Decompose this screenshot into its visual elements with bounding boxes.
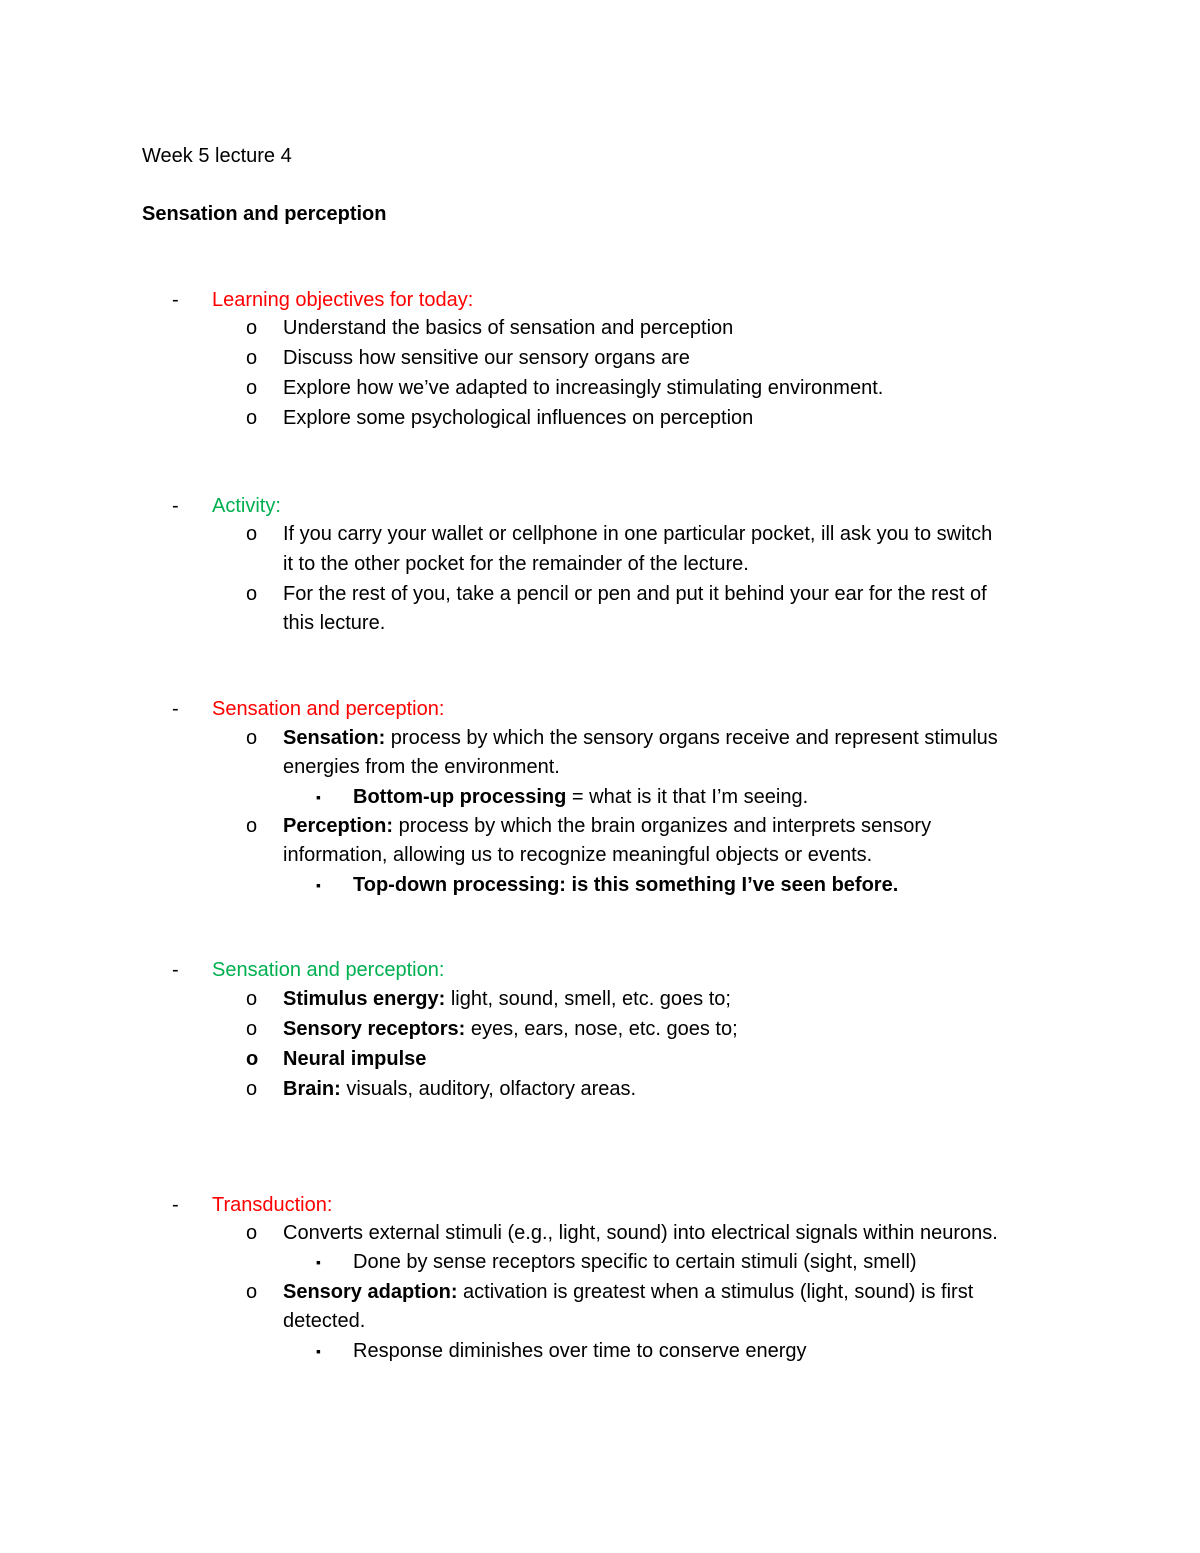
- circle-bullet: [246, 403, 257, 433]
- list-item: Understand the basics of sensation and perception: [283, 317, 734, 339]
- term-perception: Perception:: [283, 815, 394, 837]
- dash-bullet: [172, 491, 179, 521]
- section-heading-transduction: Transduction:: [212, 1194, 333, 1216]
- definition-text: process by which the brain organizes and interprets sensory: [393, 815, 932, 837]
- square-bullet: [316, 1247, 321, 1277]
- circle-bullet: [246, 343, 257, 373]
- list-item: Neural impulse: [283, 1048, 427, 1070]
- list-item: [283, 1014, 738, 1044]
- section-heading-sensation-perception: Sensation and perception:: [212, 698, 445, 720]
- circle-bullet: [246, 1014, 257, 1044]
- definition-text: activation is greatest when a stimulus (light, sound) is first: [457, 1281, 974, 1303]
- list-item-continuation: this lecture.: [283, 612, 386, 634]
- term-bottom-up: Bottom-up processing: [353, 786, 567, 808]
- sub-list-item: Top-down processing: is this something I’ve seen before.: [353, 874, 899, 896]
- section-heading-sensation-perception-2: Sensation and perception:: [212, 959, 445, 981]
- definition-text: light, sound, smell, etc. goes to;: [445, 988, 731, 1010]
- dash-bullet: [172, 694, 179, 724]
- term-sensation: Sensation:: [283, 727, 386, 749]
- section-heading-activity: Activity:: [212, 495, 281, 517]
- list-item: Explore how we’ve adapted to increasingly stimulating environment.: [283, 377, 884, 399]
- circle-bullet: [246, 723, 257, 753]
- list-item: [283, 1277, 973, 1307]
- definition-text: = what is it that I’m seeing.: [566, 786, 809, 808]
- definition-text: eyes, ears, nose, etc. goes to;: [465, 1018, 738, 1040]
- circle-bullet: [246, 811, 257, 841]
- dash-bullet: [172, 1190, 179, 1220]
- circle-bullet: [246, 1044, 258, 1074]
- list-item: Converts external stimuli (e.g., light, sound) into electrical signals within neurons.: [283, 1222, 998, 1244]
- sub-list-item: Done by sense receptors specific to certain stimuli (sight, smell): [353, 1251, 917, 1273]
- list-item: Explore some psychological influences on perception: [283, 407, 754, 429]
- dash-bullet: [172, 955, 179, 985]
- list-item-continuation: detected.: [283, 1310, 366, 1332]
- list-item: [283, 811, 931, 841]
- section-heading-learning-objectives: Learning objectives for today:: [212, 289, 474, 311]
- circle-bullet: [246, 1277, 257, 1307]
- circle-bullet: [246, 519, 257, 549]
- circle-bullet: [246, 1218, 257, 1248]
- list-item-continuation: information, allowing us to recognize meaningful objects or events.: [283, 844, 873, 866]
- term-stimulus-energy: Stimulus energy:: [283, 988, 446, 1010]
- circle-bullet: [246, 1074, 257, 1104]
- term-sensory-receptors: Sensory receptors:: [283, 1018, 466, 1040]
- document-title: Week 5 lecture 4: [142, 145, 292, 167]
- square-bullet: [316, 782, 321, 812]
- circle-bullet: [246, 579, 257, 609]
- definition-text: process by which the sensory organs receive and represent stimulus: [385, 727, 998, 749]
- sub-list-item: Response diminishes over time to conserve energy: [353, 1340, 807, 1362]
- definition-text: visuals, auditory, olfactory areas.: [340, 1078, 637, 1100]
- term-sensory-adaption: Sensory adaption:: [283, 1281, 458, 1303]
- square-bullet: [316, 870, 321, 900]
- circle-bullet: [246, 984, 257, 1014]
- list-item-continuation: it to the other pocket for the remainder of the lecture.: [283, 553, 749, 575]
- dash-bullet: [172, 285, 179, 315]
- circle-bullet: [246, 373, 257, 403]
- document-subtitle: Sensation and perception: [142, 203, 387, 225]
- list-item: [283, 723, 998, 753]
- list-item: If you carry your wallet or cellphone in one particular pocket, ill ask you to switch: [283, 523, 993, 545]
- circle-bullet: [246, 313, 257, 343]
- square-bullet: [316, 1336, 321, 1366]
- list-item: For the rest of you, take a pencil or pen and put it behind your ear for the rest of: [283, 583, 987, 605]
- list-item: [283, 1074, 636, 1104]
- term-brain: Brain:: [283, 1078, 341, 1100]
- list-item-continuation: energies from the environment.: [283, 756, 560, 778]
- sub-list-item: [353, 782, 808, 812]
- list-item: Discuss how sensitive our sensory organs are: [283, 347, 690, 369]
- list-item: [283, 984, 731, 1014]
